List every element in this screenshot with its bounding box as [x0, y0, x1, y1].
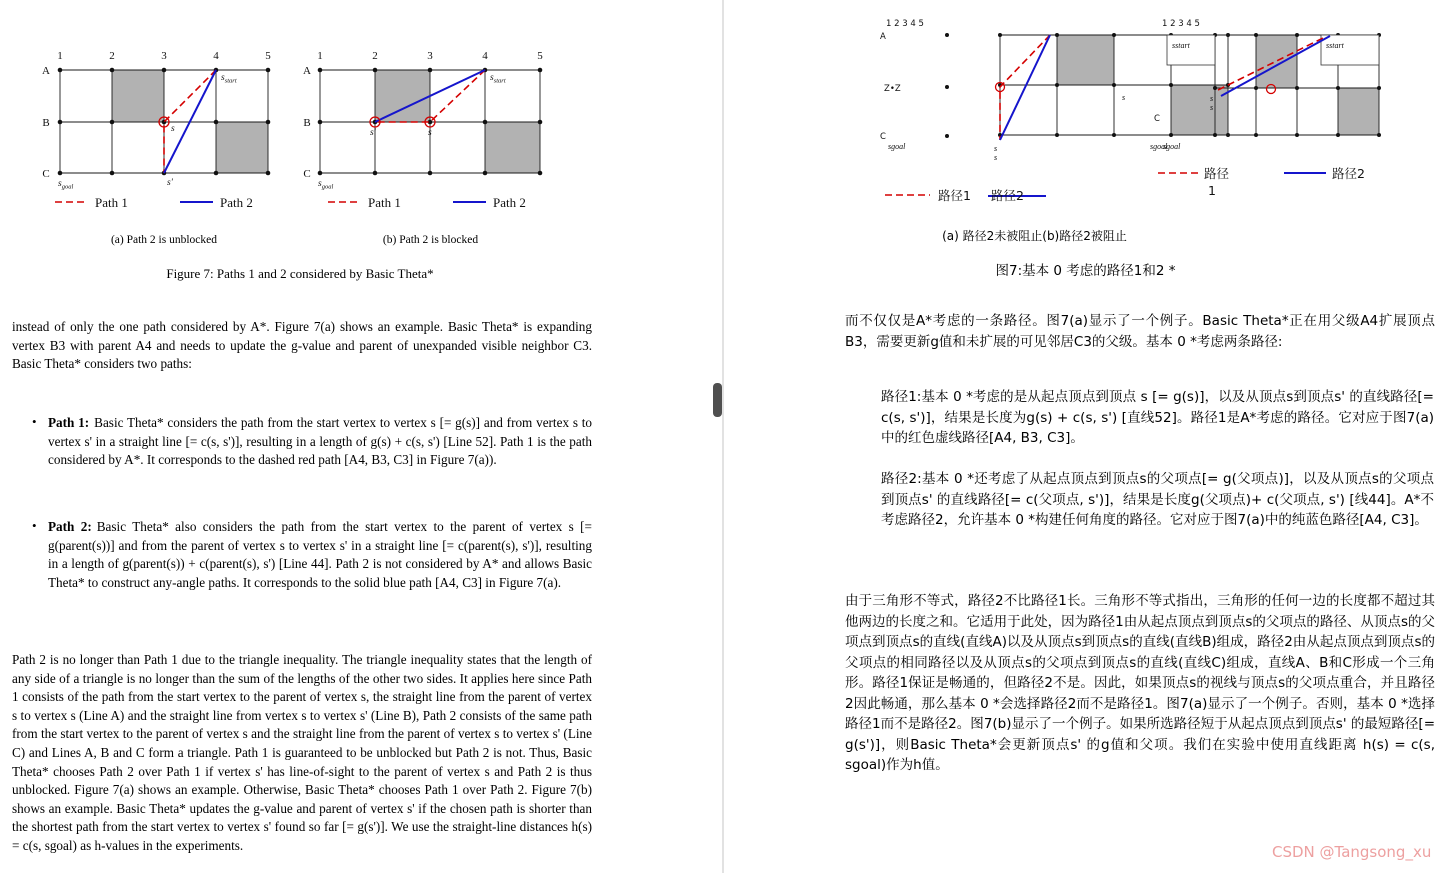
row-labels: [303, 65, 311, 180]
s-label: s: [1210, 94, 1214, 103]
figure-7-caption: Figure 7: Paths 1 and 2 considered by Basic Theta*: [166, 266, 434, 281]
svg-text:B: B: [42, 117, 50, 129]
figure-7a-caption: (a) Path 2 is unblocked: [110, 234, 218, 246]
sstart-box: [1321, 35, 1379, 65]
cn-sgoal-margin-label: sgoal: [888, 142, 906, 151]
s-label: s: [428, 128, 432, 138]
cn-figure-7-caption: 图7:基本 0 考虑的路径1和2 *: [995, 263, 1176, 279]
bullet-icon: •: [32, 518, 37, 533]
svg-text:A: A: [303, 65, 311, 77]
legend-path2-label: Path 2: [220, 195, 253, 210]
svg-text:A: A: [42, 65, 50, 77]
column-labels: [317, 50, 543, 62]
svg-text:1: 1: [57, 50, 63, 62]
figure-7b-caption: (b) Path 2 is blocked: [382, 234, 479, 246]
column-labels: [57, 50, 271, 62]
c-label: C: [1154, 114, 1160, 124]
cn-intro-paragraph: 而不仅仅是A*考虑的一条路径。图7(a)显示了一个例子。Basic Theta*正在用父级A4扩展顶点B3，需要更新g值和未扩展的可见邻居C3的父级。基本 0 *考虑两条路径:: [845, 313, 1435, 350]
cn-col-labels-a: 1 2 3 4 5: [886, 19, 924, 29]
legend-path2-label: Path 2: [493, 195, 526, 210]
sstart-label: $s_{start}$: [221, 73, 237, 85]
sstart-label: sstart: [1172, 41, 1190, 50]
sstart-label: $s_{start}$: [490, 73, 506, 85]
sgoal-label: sgoal: [1150, 142, 1168, 151]
s-label: s: [1210, 103, 1214, 112]
path2-solid-blue: [1000, 35, 1050, 140]
svg-text:3: 3: [427, 50, 433, 62]
english-triangle-paragraph: Path 2 is no longer than Path 1 due to the triangle inequality. The triangle inequality states that the length of any side of a triangle is no longer than the sum of the lengths of the other two sides. It applies here since Path 1 consists of the path from the start vertex to the parent of vertex s, the straight line from the parent of vertex s to vertex s (Line A) and the straight line from vertex s to vertex s' (Line B), Path 2 consists of the same path from the start vertex to the parent of vertex s and the straight line from the parent of vertex s to vertex s' (Line C) and Lines A, B and C form a triangle. Path 1 is guaranteed to be unblocked but Path 2 is not. Thus, Basic Theta* chooses Path 2 over Path 1 if vertex s' has line-of-sight to the parent of vertex s and Path 2 is thus unblocked. Figure 7(a) shows an example. Otherwise, Basic Theta* chooses Path 1 over Path 2. Figure 7(b) shows an example. Basic Theta* updates the g-value and parent of vertex s' if the chosen path is shorter than the shortest path from the start vertex to vertex s' found so far [= g(s')]. We use the straight-line distances h(s) = c(s, sgoal) as h-values in the experiments.: [12, 652, 592, 853]
sgoal-label: $s_{goal}$: [58, 179, 74, 191]
svg-text:3: 3: [161, 50, 167, 62]
svg-text:2: 2: [109, 50, 115, 62]
svg-text:C: C: [42, 168, 50, 180]
s-label: s: [171, 124, 175, 134]
cn-row-c: C: [880, 132, 886, 142]
english-intro-paragraph: instead of only the one path considered by A*. Figure 7(a) shows an example. Basic Theta* is expanding vertex B3 with parent A4 and needs to update the g-value and parent of unexpanded visible neighbor C3. Basic Theta* considers two paths:: [12, 319, 592, 372]
svg-text:4: 4: [213, 50, 219, 62]
english-bullet-path1: [32, 414, 592, 470]
figure-7b-diagram: [303, 44, 558, 216]
legend-path1-label: 路径: [1204, 166, 1230, 181]
legend-path1-number: 1: [1208, 183, 1216, 198]
row-labels: [42, 65, 50, 180]
csdn-watermark: CSDN @Tangsong_xu: [1272, 843, 1432, 861]
legend-path1-label: Path 1: [95, 195, 128, 210]
scrollbar-thumb[interactable]: [713, 383, 722, 417]
sgoal-label: $s_{goal}$: [318, 179, 334, 191]
cn-legend-a: [885, 188, 1046, 203]
figure-7a-diagram: [38, 44, 290, 216]
path2-text: Basic Theta* also considers the path from the start vertex to the parent of vertex s [= g(parent(s))] and from the parent of vertex s to vertex s' in a straight line [= c(parent(s), s')], resulting in a length of g(parent(s)) + c(parent(s), s') [Line 44]. Path 2 is not considered by A* and allows Basic Theta* to construct any-angle paths. It corresponds to the solid blue path [A4, C3] in Figure 7(a).: [48, 519, 592, 590]
cn-row-z: Z•Z: [884, 84, 901, 94]
cn-path2-paragraph: 路径2:基本 0 *还考虑了从起点顶点到顶点s的父项点[= g(父项点)]，以及从顶点s的父项点到顶点s' 的直线路径[= c(父项点, s')]，结果是长度g(父项点)+ c(父项点, s') [线44]。A*不考虑路径2，允许基本 0 *构建任何角度的路径。它对应于图7(a)中的纯蓝色路径[A4, C3]。: [881, 471, 1434, 528]
legend-path2-label: 路径2: [991, 188, 1024, 203]
sprime-label: s': [370, 128, 376, 138]
svg-text:B: B: [303, 117, 311, 129]
svg-text:5: 5: [537, 50, 543, 62]
svg-text:C: C: [303, 168, 311, 180]
path1-label: Path 1:: [48, 415, 90, 430]
cn-path1-paragraph: 路径1:基本 0 *考虑的是从起点顶点到顶点 s [= g(s)]，以及从顶点s到顶点s' 的直线路径[= c(s, s')]，结果是长度为g(s) + c(s, s') [直线52]。路径1是A*考虑的路径。它对应于图7(a)中的红色虚线路径[A4, B3, C3]。: [881, 389, 1434, 446]
svg-text:1: 1: [317, 50, 323, 62]
path2-label: Path 2:: [48, 519, 92, 534]
english-bullet-path2: [32, 518, 592, 592]
svg-text:2: 2: [372, 50, 378, 62]
legend-path1-label: Path 1: [368, 195, 401, 210]
cn-figure-ab-caption: (a) 路径2未被阻止(b)路径2被阻止: [942, 229, 1127, 243]
s-label: s: [994, 144, 998, 153]
figure-7-cn-diagram: [860, 8, 1405, 220]
sgoal-label: sgoal: [1163, 142, 1181, 151]
page-divider: [722, 0, 724, 873]
sstart-label: sstart: [1326, 41, 1344, 50]
s-label: s: [994, 153, 998, 162]
path2-solid-blue: [164, 70, 216, 173]
legend-path2-label: 路径2: [1332, 166, 1365, 181]
legend-b: [328, 195, 526, 210]
svg-text:5: 5: [265, 50, 271, 62]
cn-row-a: A: [880, 32, 886, 42]
path1-text: Basic Theta* considers the path from the start vertex to vertex s [= g(s)] and from vertex s to vertex s' in a straight line [= c(s, s')], resulting in a length of g(s) + c(s, s') [Line 52]. Path 1 is the path considered by A*. It corresponds to the dashed red path [A4, B3, C3] in Figure 7(a)).: [48, 415, 592, 468]
svg-text:4: 4: [482, 50, 488, 62]
cn-triangle-paragraph: 由于三角形不等式，路径2不比路径1长。三角形不等式指出，三角形的任何一边的长度都不超过其他两边的长度之和。它适用于此处，因为路径1由从起点顶点到顶点s的父项点的路径、从顶点s的父项点到顶点s的直线(直线A)以及从顶点s到顶点s的直线(直线B)组成，路径2由从起点顶点到顶点s的父项点的相同路径以及从顶点s的父项点到顶点s的直线(直线C)组成，直线A、B和C形成一个三角形。路径1保证是畅通的，但路径2不是。因此，如果顶点s的视线与顶点s的父项点重合，并且路径2因此畅通，那么基本 0 *会选择路径2而不是路径1。图7(a)显示了一个例子。否则，基本 0 *选择路径1而不是路径2。图7(b)显示了一个例子。如果所选路径短于从起点顶点到顶点s' 的最短路径[= g(s')]，则Basic Theta*会更新顶点s' 的g值和父项。我们在实验中使用直线距离 h(s) = c(s, sgoal)作为h值。: [845, 593, 1435, 773]
legend-a: [55, 195, 253, 210]
legend-path1-label: 路径1: [938, 188, 971, 203]
cn-legend-b: [1158, 166, 1365, 198]
margin-dots: [945, 33, 949, 138]
cn-col-labels-b: 1 2 3 4 5: [1162, 19, 1200, 29]
bullet-icon: •: [32, 414, 37, 429]
sprime-label: s': [167, 178, 173, 188]
sstart-box: [1167, 35, 1215, 65]
s-label: s: [1122, 93, 1126, 102]
